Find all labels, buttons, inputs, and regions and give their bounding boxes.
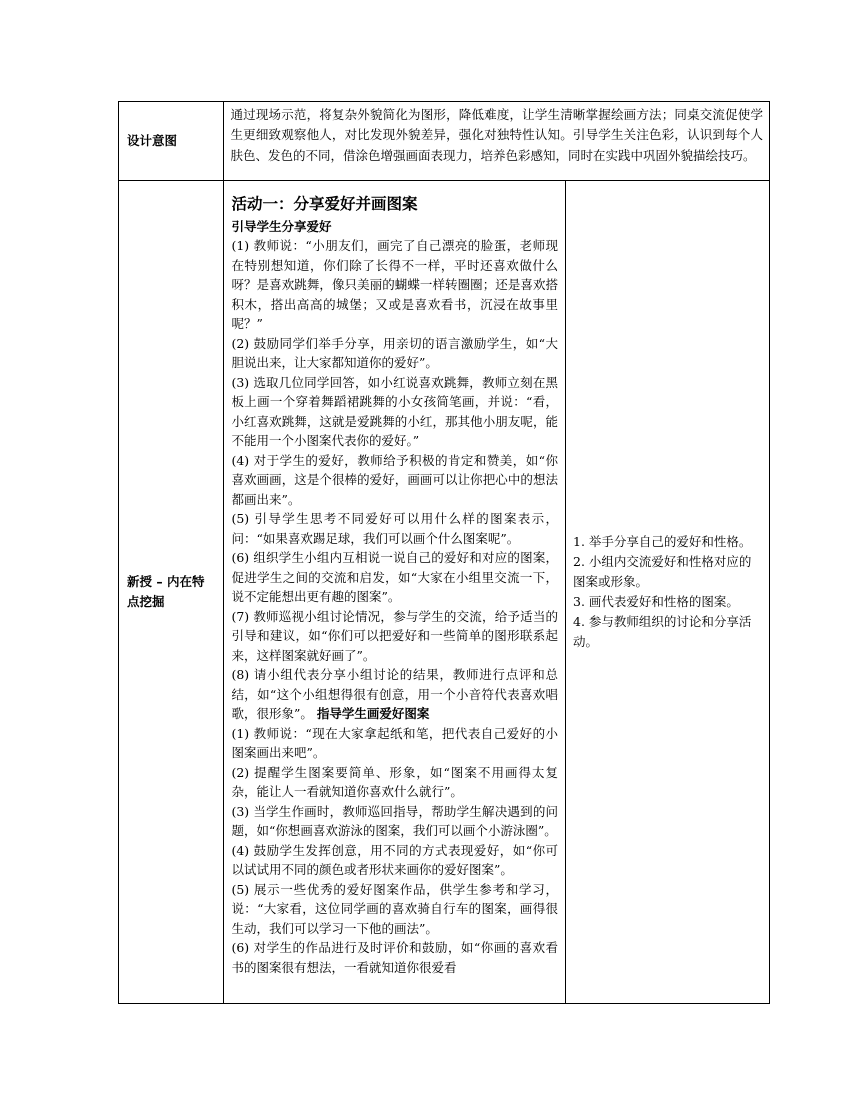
draw-pattern-step: (3) 当学生作画时，教师巡回指导，帮助学生解决遇到的问题，如“你想画喜欢游泳的图案，我们可以画个小游泳圈”。 xyxy=(231,803,559,838)
student-activity-list xyxy=(573,532,763,652)
student-activity-item: 4. 参与教师组织的讨论和分享活动。 xyxy=(573,614,752,649)
new-teaching-row xyxy=(119,181,770,1004)
student-activity-item: 2. 小组内交流爱好和性格对应的图案或形象。 xyxy=(573,554,752,589)
share-hobby-step: (4) 对于学生的爱好，教师给予积极的肯定和赞美，如“你喜欢画画，这是个很棒的爱好，画画可以让你把心中的想法都画出来”。 xyxy=(231,452,559,507)
share-hobby-step: (6) 组织学生小组内互相说一说自己的爱好和对应的图案，促进学生之间的交流和启发，如“大家在小组里交流一下，说不定能想出更有趣的图案”。 xyxy=(231,550,559,604)
lesson-plan-table xyxy=(118,101,770,1004)
section-share-hobby-steps xyxy=(231,236,558,665)
step-8 xyxy=(231,665,558,724)
design-intent-row xyxy=(119,102,770,181)
share-hobby-step: (1) 教师说：“小朋友们，画完了自己漂亮的脸蛋，老师现在特别想知道，你们除了长得不一样，平时还喜欢做什么呀？是喜欢跳舞，像只美丽的蝴蝶一样转圈圈；还是喜欢搭积木，搭出高高的城堡；又或是喜欢看书，沉浸在故事里呢？” xyxy=(231,238,559,331)
student-activity-cell xyxy=(566,181,770,1004)
section-title-draw-pattern: 指导学生画爱好图案 xyxy=(316,706,430,721)
share-hobby-step: (3) 选取几位同学回答，如小红说喜欢跳舞，教师立刻在黑板上画一个穿着舞蹈裙跳舞的小女孩简笔画，并说：“看，小红喜欢跳舞，这就是爱跳舞的小红，那其他小朋友呢，能不能用一个小图案代表你的爱好。” xyxy=(231,374,559,448)
draw-pattern-step: (6) 对学生的作品进行及时评价和鼓励，如“你画的喜欢看书的图案很有想法，一看就知道你很爱看 xyxy=(231,940,559,975)
teacher-activity-cell xyxy=(224,181,566,1004)
share-hobby-step: (5) 引导学生思考不同爱好可以用什么样的图案表示，问：“如果喜欢踢足球，我们可以画个什么图案呢”。 xyxy=(231,511,559,546)
new-teaching-label xyxy=(119,181,224,1004)
section-draw-pattern-steps xyxy=(231,724,558,978)
share-hobby-step: (7) 教师巡视小组讨论情况，参与学生的交流，给予适当的引导和建议，如“你们可以把爱好和一些简单的图形联系起来，这样图案就好画了”。 xyxy=(231,608,559,663)
activity-title: 活动一：分享爱好并画图案 xyxy=(231,195,418,213)
draw-pattern-step: (5) 展示一些优秀的爱好图案作品，供学生参考和学习，说：“大家看，这位同学画的喜欢骑自行车的图案，画得很生动，我们可以学习一下他的画法”。 xyxy=(231,881,559,936)
draw-pattern-step: (2) 提醒学生图案要简单、形象，如“图案不用画得太复杂，能让人一看就知道你喜欢什么就行”。 xyxy=(231,764,559,799)
student-activity-item: 3. 画代表爱好和性格的图案。 xyxy=(573,594,739,609)
design-intent-text: 通过现场示范，将复杂外貌简化为图形，降低难度，让学生清晰掌握绘画方法；同桌交流促使学生更细致观察他人，对比发现外貌差异，强化对独特性认知。引导学生关注色彩，认识到每个人肤色、发色的不同，借涂色增强画面表现力，培养色彩感知，同时在实践中巩固外貌描绘技巧。 xyxy=(224,102,770,181)
share-hobby-step: (2) 鼓励同学们举手分享，用亲切的语言激励学生，如“大胆说出来，让大家都知道你的爱好”。 xyxy=(231,335,559,370)
draw-pattern-step: (4) 鼓励学生发挥创意，用不同的方式表现爱好，如“你可以试试用不同的颜色或者形状来画你的爱好图案”。 xyxy=(231,842,559,877)
step-8-text: (8) 请小组代表分享小组讨论的结果，教师进行点评和总结，如“这个小组想得很有创意，用一个小音符代表喜欢唱歌，很形象”。 xyxy=(231,667,559,721)
design-intent-label: 设计意图 xyxy=(119,102,224,181)
new-teaching-label-text: 新授 – 内在特点挖掘 xyxy=(127,574,205,609)
draw-pattern-step: (1) 教师说：“现在大家拿起纸和笔，把代表自己爱好的小图案画出来吧”。 xyxy=(231,725,559,760)
student-activity-item: 1. 举手分享自己的爱好和性格。 xyxy=(573,534,752,549)
section-title-share-hobby: 引导学生分享爱好 xyxy=(231,219,332,234)
